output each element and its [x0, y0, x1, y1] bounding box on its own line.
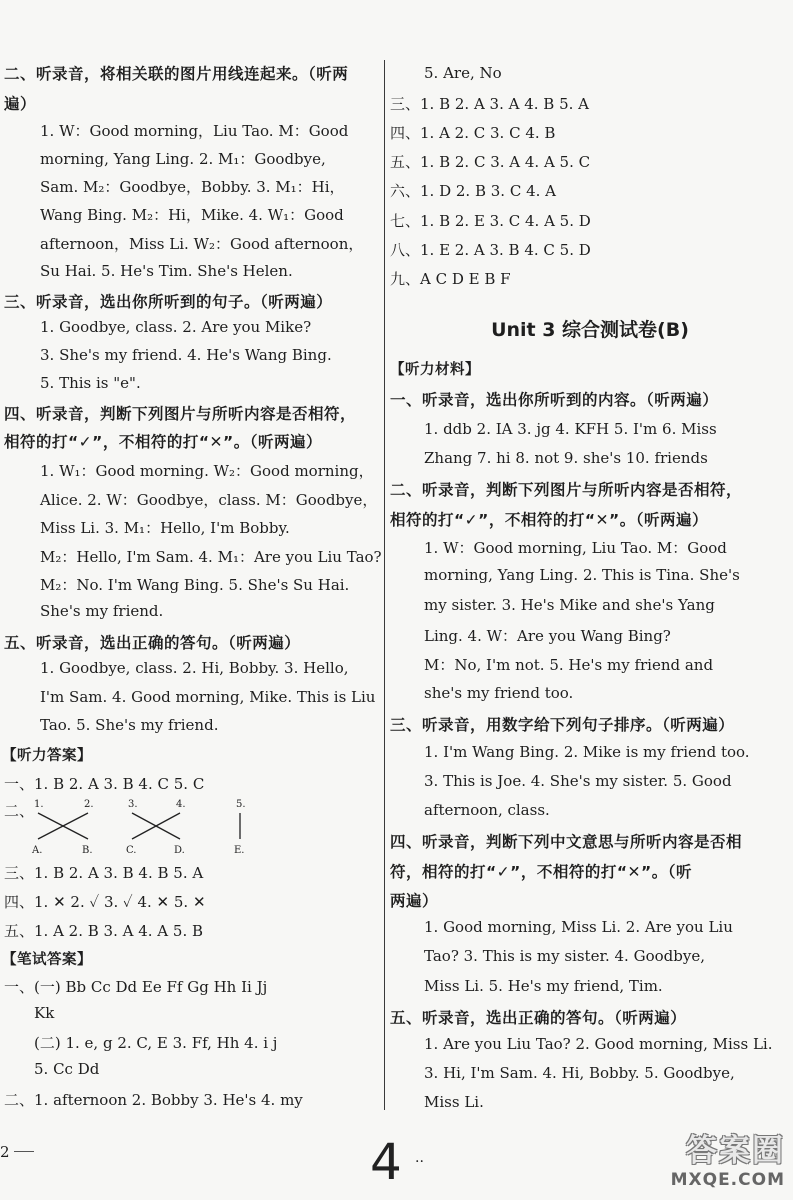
- text-line: M：No, I'm not. 5. He's my friend and: [424, 656, 714, 674]
- text-line: 5. Cc Dd: [34, 1060, 100, 1078]
- text-line: 七、1. B 2. E 3. C 4. A 5. D: [390, 212, 591, 230]
- text-line: afternoon, class.: [424, 801, 550, 819]
- watermark-url: MXQE.COM: [670, 1170, 785, 1190]
- text-line: Alice. 2. W：Goodbye，class. M：Goodbye，: [40, 491, 378, 509]
- handwritten-dots: ..: [415, 1150, 424, 1166]
- text-line: 八、1. E 2. A 3. B 4. C 5. D: [390, 241, 591, 259]
- text-line: Tao. 5. She's my friend.: [40, 716, 219, 734]
- text-line: 1. W₁：Good morning. W₂：Good morning，: [40, 462, 374, 480]
- section-heading: 三、听录音，选出你所听到的句子。（听两遍）: [4, 293, 333, 311]
- match-bottom-label: B.: [82, 845, 93, 856]
- text-line: (二) 1. e, g 2. C, E 3. Ff, Hh 4. i j: [34, 1034, 278, 1052]
- text-line: Su Hai. 5. He's Tim. She's Helen.: [40, 262, 293, 280]
- text-line: 1. ddb 2. IA 3. jg 4. KFH 5. I'm 6. Miss: [424, 420, 717, 438]
- text-line: Zhang 7. hi 8. not 9. she's 10. friends: [424, 449, 708, 467]
- text-line: morning, Yang Ling. 2. This is Tina. She's: [424, 566, 740, 584]
- section-heading: 符，相符的打“✓”，不相符的打“✕”。（听: [390, 863, 692, 881]
- text-line: 3. This is Joe. 4. She's my sister. 5. Good: [424, 772, 732, 790]
- text-line: afternoon，Miss Li. W₂：Good afternoon，: [40, 235, 364, 253]
- text-line: 3. Hi, I'm Sam. 4. Hi, Bobby. 5. Goodbye,: [424, 1064, 735, 1082]
- watermark-text: 答案圈: [686, 1133, 785, 1169]
- section-heading: 四、听录音，判断下列图片与所听内容是否相符，: [4, 405, 357, 423]
- text-line: Ling. 4. W：Are you Wang Bing?: [424, 627, 671, 645]
- match-bottom-label: D.: [174, 845, 185, 856]
- text-line: 九、A C D E B F: [390, 270, 511, 288]
- match-bottom-label: C.: [126, 845, 137, 856]
- section-heading: 相符的打“✓”，不相符的打“✕”。（听两遍）: [4, 433, 322, 451]
- text-line: 二、1. afternoon 2. Bobby 3. He's 4. my: [4, 1091, 303, 1109]
- text-line: 一、1. B 2. A 3. B 4. C 5. C: [4, 775, 205, 793]
- text-line: 1. Good morning, Miss Li. 2. Are you Liu: [424, 918, 733, 936]
- text-line: she's my friend too.: [424, 684, 574, 702]
- column-divider: [384, 60, 385, 1110]
- text-line: 1. Goodbye, class. 2. Hi, Bobby. 3. Hello,: [40, 659, 349, 677]
- text-line: 3. She's my friend. 4. He's Wang Bing.: [40, 346, 332, 364]
- text-line: 1. W：Good morning, Liu Tao. M：Good: [424, 539, 727, 557]
- text-line: 1. Goodbye, class. 2. Are you Mike?: [40, 318, 312, 336]
- section-heading: 五、听录音，选出正确的答句。（听两遍）: [4, 634, 301, 652]
- section-heading: 二、听录音，将相关联的图片用线连起来。（听两: [4, 65, 349, 83]
- text-line: M₂：No. I'm Wang Bing. 5. She's Su Hai.: [40, 576, 350, 594]
- text-line: 5. This is "e".: [40, 374, 141, 392]
- section-heading: 二、听录音，判断下列图片与所听内容是否相符，: [390, 481, 743, 499]
- text-line: morning, Yang Ling. 2. M₁：Goodbye,: [40, 150, 326, 168]
- text-line: Wang Bing. M₂：Hi，Mike. 4. W₁：Good: [40, 206, 344, 224]
- section-heading: 【笔试答案】: [2, 952, 92, 968]
- text-line: 四、1. ✕ 2. ✓ 3. ✓ 4. ✕ 5. ✕: [4, 893, 206, 911]
- text-line: M₂：Hello, I'm Sam. 4. M₁：Are you Liu Tao?: [40, 548, 382, 566]
- text-line: 1. I'm Wang Bing. 2. Mike is my friend too.: [424, 743, 750, 761]
- section-heading: 遍）: [4, 95, 37, 113]
- text-line: Sam. M₂：Goodbye，Bobby. 3. M₁：Hi，: [40, 178, 345, 196]
- section-heading: 【听力材料】: [390, 362, 480, 378]
- section-heading: 【听力答案】: [2, 748, 92, 764]
- text-line: She's my friend.: [40, 602, 164, 620]
- text-line: I'm Sam. 4. Good morning, Mike. This is Liu: [40, 688, 376, 706]
- watermark-logo: [671, 1125, 785, 1190]
- text-line: 四、1. A 2. C 3. C 4. B: [390, 124, 556, 142]
- match-top-label: 4.: [176, 799, 186, 810]
- text-line: 5. Are, No: [424, 64, 502, 82]
- text-line: Miss Li.: [424, 1093, 484, 1111]
- section-heading: 两遍）: [390, 892, 439, 910]
- text-line: my sister. 3. He's Mike and she's Yang: [424, 596, 715, 614]
- match-bottom-label: A.: [32, 845, 43, 856]
- match-top-label: 5.: [236, 799, 246, 810]
- section-heading: 一、听录音，选出你所听到的内容。（听两遍）: [390, 391, 719, 409]
- text-line: 五、1. B 2. C 3. A 4. A 5. C: [390, 153, 591, 171]
- match-top-label: 1.: [34, 799, 44, 810]
- section-heading: 相符的打“✓”，不相符的打“✕”。（听两遍）: [390, 511, 708, 529]
- text-line: 五、1. A 2. B 3. A 4. A 5. B: [4, 922, 204, 940]
- text-line: Miss Li. 5. He's my friend, Tim.: [424, 977, 663, 995]
- page-number: 2: [0, 1143, 10, 1161]
- text-line: 三、1. B 2. A 3. A 4. B 5. A: [390, 95, 590, 113]
- text-line: 三、1. B 2. A 3. B 4. B 5. A: [4, 864, 204, 882]
- section-heading: 四、听录音，判断下列中文意思与所听内容是否相: [390, 833, 743, 851]
- text-line: Kk: [34, 1004, 55, 1022]
- section-heading: 三、听录音，用数字给下列句子排序。（听两遍）: [390, 716, 735, 734]
- text-line: 二、: [4, 802, 35, 820]
- text-line: 一、(一) Bb Cc Dd Ee Ff Gg Hh Ii Jj: [4, 978, 268, 996]
- unit-title: Unit 3 综合测试卷(B): [491, 319, 689, 341]
- handwritten-number: 4: [370, 1133, 402, 1191]
- text-line: Tao? 3. This is my sister. 4. Goodbye,: [424, 947, 705, 965]
- match-top-label: 2.: [84, 799, 94, 810]
- match-top-label: 3.: [128, 799, 138, 810]
- text-line: 1. Are you Liu Tao? 2. Good morning, Miss Li.: [424, 1035, 773, 1053]
- text-line: Miss Li. 3. M₁：Hello, I'm Bobby.: [40, 519, 290, 537]
- match-bottom-label: E.: [234, 845, 245, 856]
- section-heading: 五、听录音，选出正确的答句。（听两遍）: [390, 1009, 687, 1027]
- text-line: 1. W：Good morning，Liu Tao. M：Good: [40, 122, 349, 140]
- text-line: 六、1. D 2. B 3. C 4. A: [390, 182, 556, 200]
- matching-diagram: [0, 797, 280, 857]
